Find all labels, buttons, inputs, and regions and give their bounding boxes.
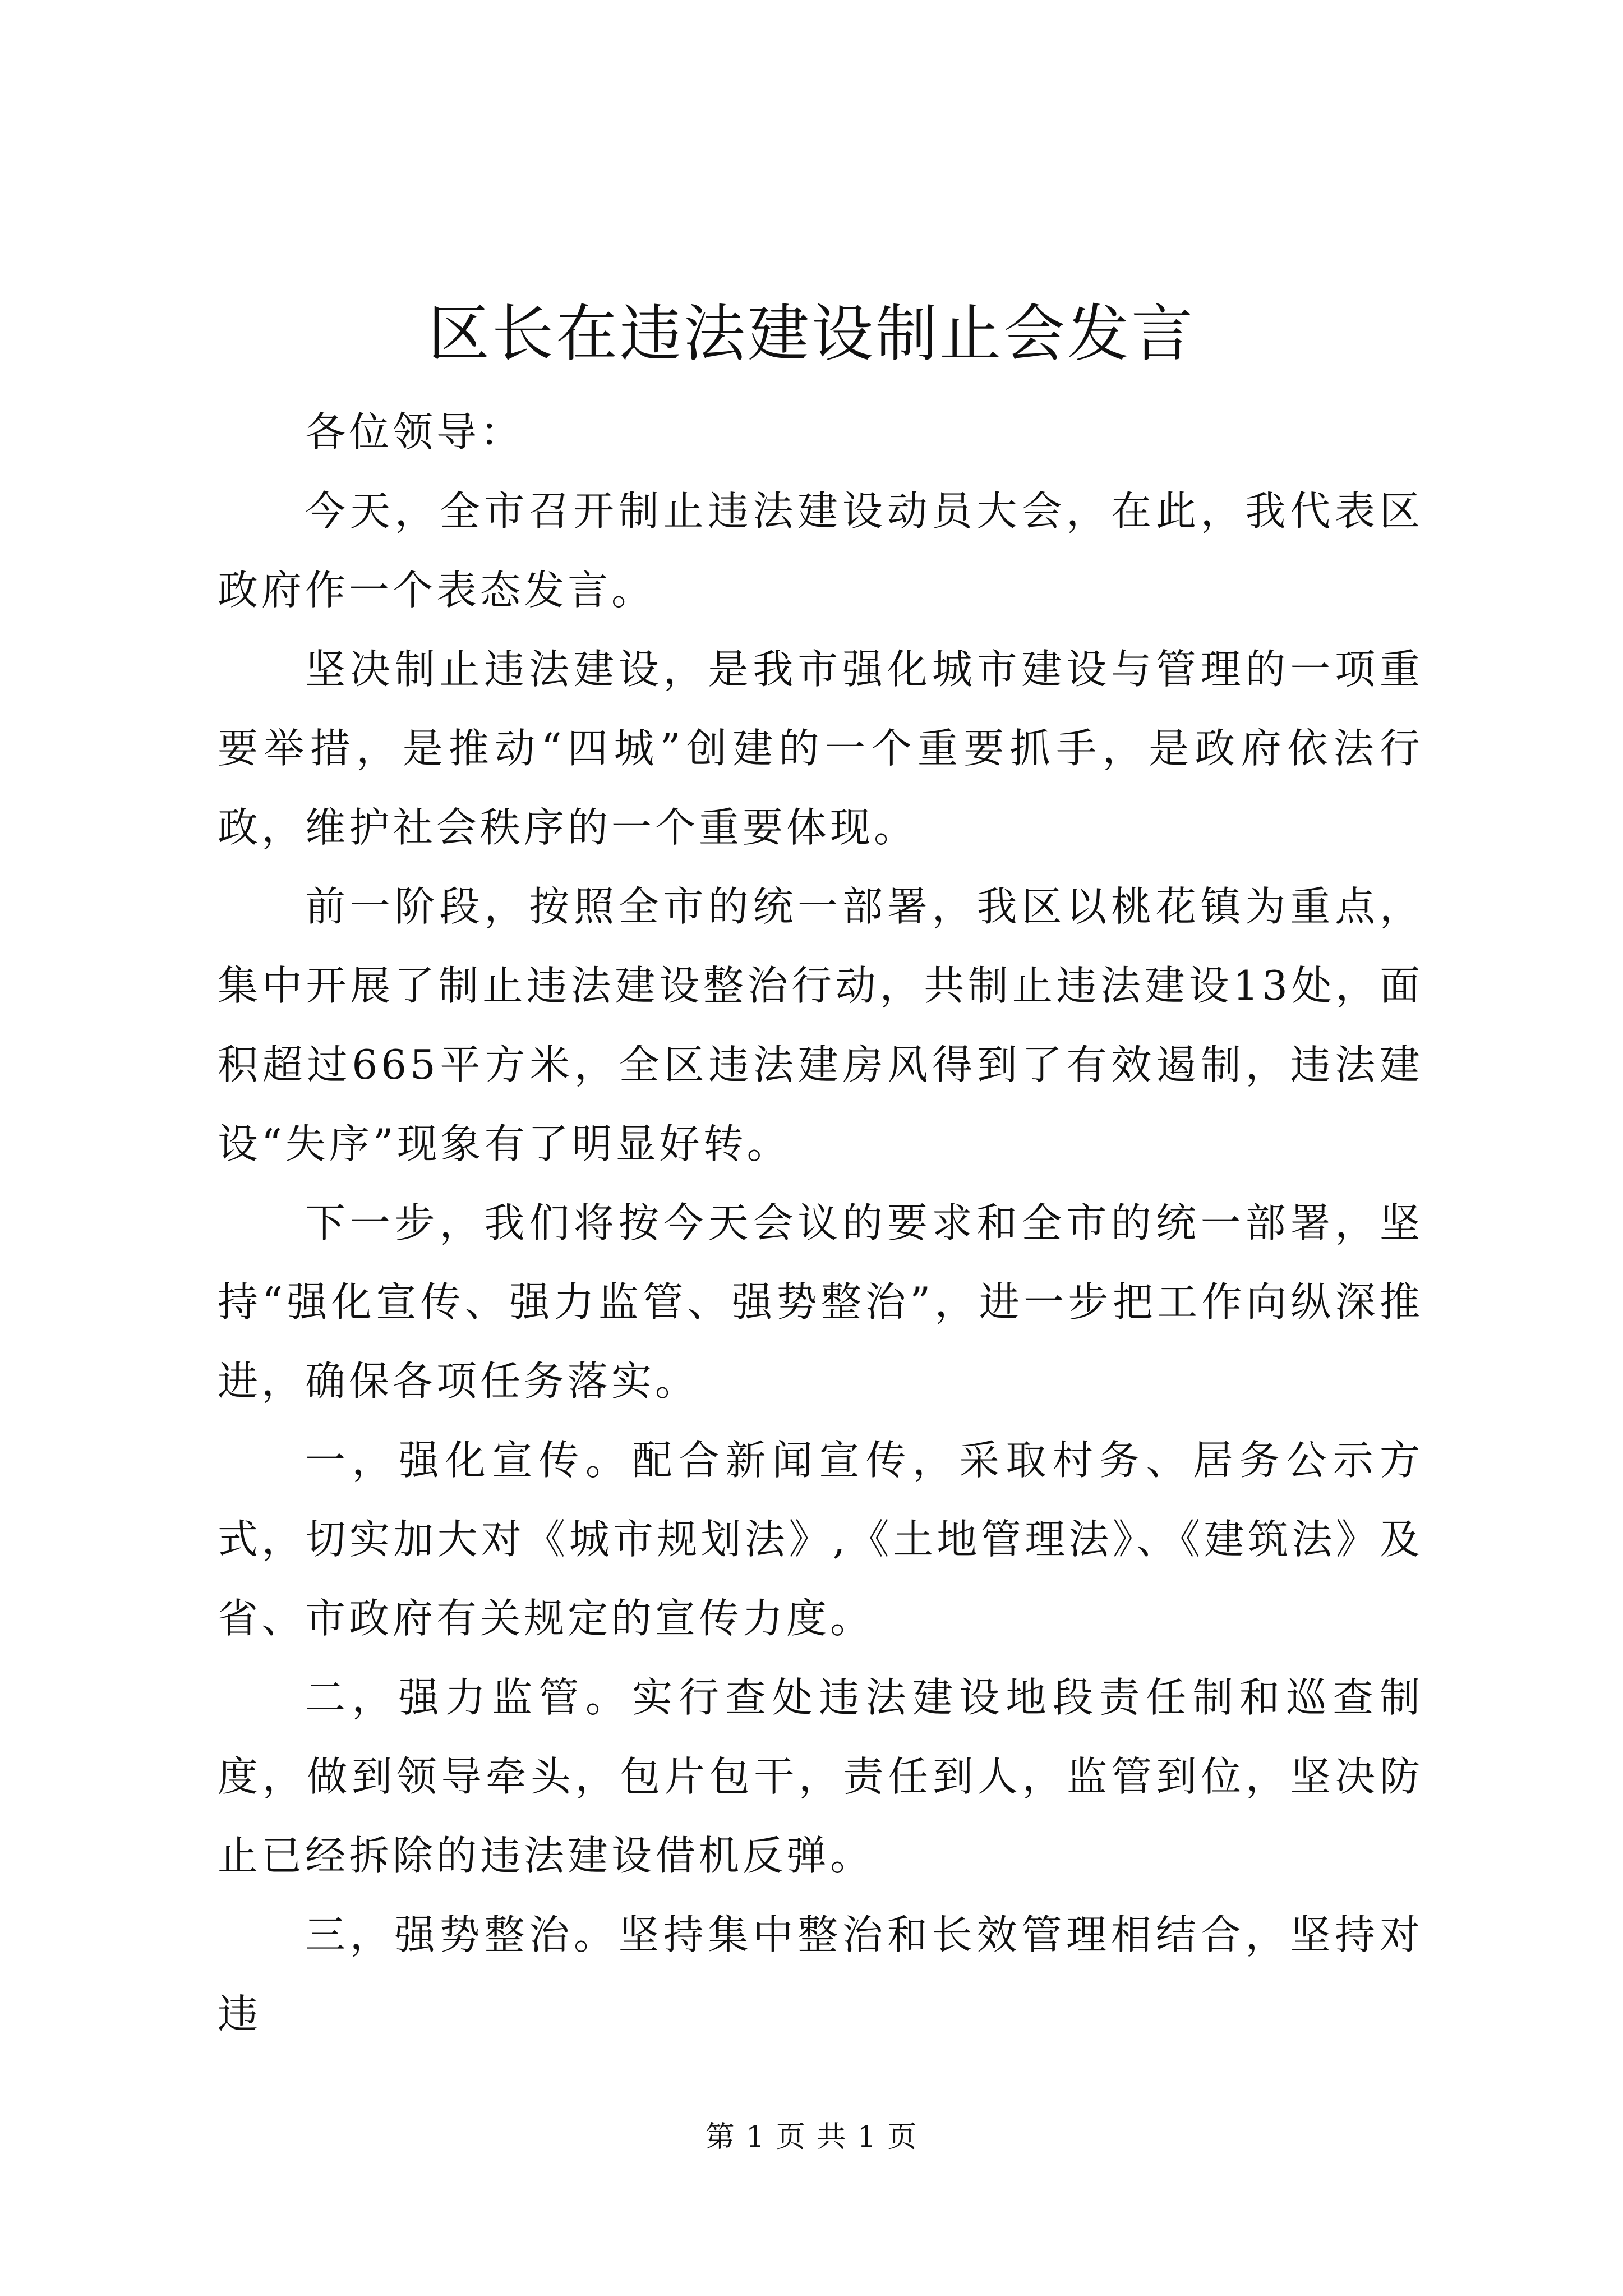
- paragraph-5: 一，强化宣传。配合新闻宣传，采取村务、居务公示方式，切实加大对《城市规划法》,《土地管理法》、《建筑法》及省、市政府有关规定的宣传力度。: [218, 1437, 1423, 1642]
- document-body: [218, 393, 1423, 2054]
- paragraph-salutation: 各位领导：: [305, 408, 524, 455]
- paragraph-3: 前一阶段，按照全市的统一部署，我区以桃花镇为重点，集中开展了制止违法建设整治行动，共制止违法建设13处，面积超过665平方米，全区违法建房风得到了有效遏制，违法建设“失序”现象有了明显好转。: [218, 883, 1423, 1167]
- document-title: 区长在违法建设制止会发言: [428, 298, 1195, 370]
- paragraph-6: 二，强力监管。实行查处违法建设地段责任制和巡查制度，做到领导牵头，包片包干，责任到人，监管到位，坚决防止已经拆除的违法建设借机反弹。: [218, 1674, 1423, 1879]
- paragraph-7: 三，强势整治。坚持集中整治和长效管理相结合，坚持对违: [218, 1911, 1423, 2037]
- paragraph-4: 下一步，我们将按今天会议的要求和全市的统一部署，坚持“强化宣传、强力监管、强势整治”，进一步把工作向纵深推进，确保各项任务落实。: [218, 1199, 1423, 1405]
- paragraph-1: 今天，全市召开制止违法建设动员大会，在此，我代表区政府作一个表态发言。: [218, 487, 1423, 614]
- paragraph-2: 坚决制止违法建设，是我市强化城市建设与管理的一项重要举措，是推动“四城”创建的一个重要抓手，是政府依法行政，维护社会秩序的一个重要体现。: [218, 646, 1423, 851]
- page-number-footer: 第 1 页 共 1 页: [705, 2120, 918, 2154]
